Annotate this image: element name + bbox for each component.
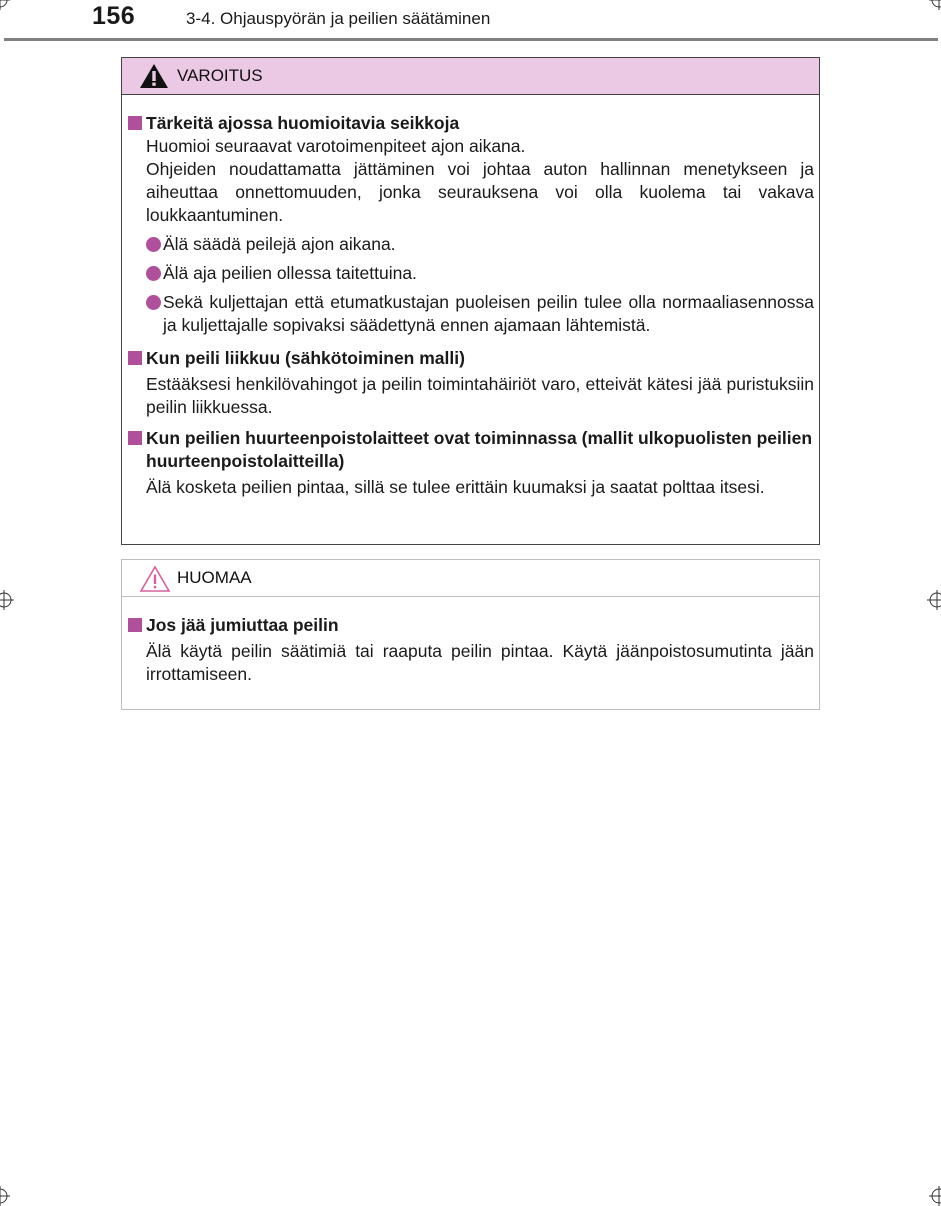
square-bullet-icon bbox=[128, 351, 142, 365]
section-title: 3-4. Ohjauspyörän ja peilien säätäminen bbox=[186, 9, 491, 28]
warning-section-driving bbox=[128, 112, 814, 337]
section-body bbox=[146, 476, 814, 499]
section-heading: Tärkeitä ajossa huomioitavia seikkoja bbox=[128, 112, 814, 135]
notice-triangle-icon bbox=[139, 565, 171, 598]
section-heading: Kun peili liikkuu (sähkötoiminen malli) bbox=[128, 347, 814, 370]
crop-mark-icon bbox=[929, 0, 941, 10]
paragraph: Huomioi seuraavat varotoimenpiteet ajon aikana. bbox=[146, 136, 526, 156]
warning-section-power-mirror bbox=[128, 347, 814, 419]
section-body bbox=[146, 640, 814, 686]
bullet-item: Sekä kuljettajan että etumatkustajan puoleisen peilin tulee olla normaaliasennossa ja kuljettajalle sopivaksi säädettynä ennen ajamaan lähtemistä. bbox=[146, 291, 814, 337]
circle-bullet-icon bbox=[146, 295, 161, 310]
warning-header bbox=[122, 58, 819, 95]
crop-mark-icon bbox=[0, 1186, 10, 1206]
notice-header bbox=[122, 560, 819, 597]
section-body bbox=[146, 373, 814, 419]
paragraph: Ohjeiden noudattamatta jättäminen voi johtaa auton hallinnan menetykseen ja aiheuttaa onnettomuuden, jonka seurauksena voi olla kuolema tai vakava loukkaantuminen. bbox=[146, 159, 814, 225]
circle-bullet-icon bbox=[146, 266, 161, 281]
notice-section-ice bbox=[128, 614, 814, 686]
warning-box bbox=[121, 57, 820, 545]
circle-bullet-icon bbox=[146, 237, 161, 252]
bullet-item: Älä säädä peilejä ajon aikana. bbox=[146, 233, 814, 256]
square-bullet-icon bbox=[128, 618, 142, 632]
bullet-item: Älä aja peilien ollessa taitettuina. bbox=[146, 262, 814, 285]
warning-title: VAROITUS bbox=[177, 66, 263, 85]
header-divider bbox=[4, 38, 938, 41]
section-body bbox=[146, 135, 814, 227]
crop-mark-icon bbox=[0, 0, 10, 10]
paragraph: Älä käytä peilin säätimiä tai raaputa peilin pintaa. Käytä jäänpoistosumutinta jään irrottamiseen. bbox=[146, 641, 814, 684]
notice-title: HUOMAA bbox=[177, 568, 252, 587]
warning-section-defogger bbox=[128, 427, 814, 499]
crop-mark-icon bbox=[0, 590, 14, 610]
section-heading: Kun peilien huurteenpoistolaitteet ovat toiminnassa (mallit ulkopuolisten peilien huurteenpoistolaitteilla) bbox=[128, 427, 814, 473]
section-heading: Jos jää jumiuttaa peilin bbox=[128, 614, 814, 637]
notice-box bbox=[121, 559, 820, 710]
square-bullet-icon bbox=[128, 116, 142, 130]
square-bullet-icon bbox=[128, 431, 142, 445]
crop-mark-icon bbox=[929, 1186, 941, 1206]
paragraph: Älä kosketa peilien pintaa, sillä se tulee erittäin kuumaksi ja saatat polttaa itsesi. bbox=[146, 477, 765, 497]
warning-triangle-icon bbox=[139, 63, 169, 94]
paragraph: Estääksesi henkilövahingot ja peilin toimintahäiriöt varo, etteivät kätesi jää puristuksiin peilin liikkuessa. bbox=[146, 374, 814, 417]
crop-mark-icon bbox=[927, 590, 941, 610]
page-number: 156 bbox=[92, 2, 136, 30]
